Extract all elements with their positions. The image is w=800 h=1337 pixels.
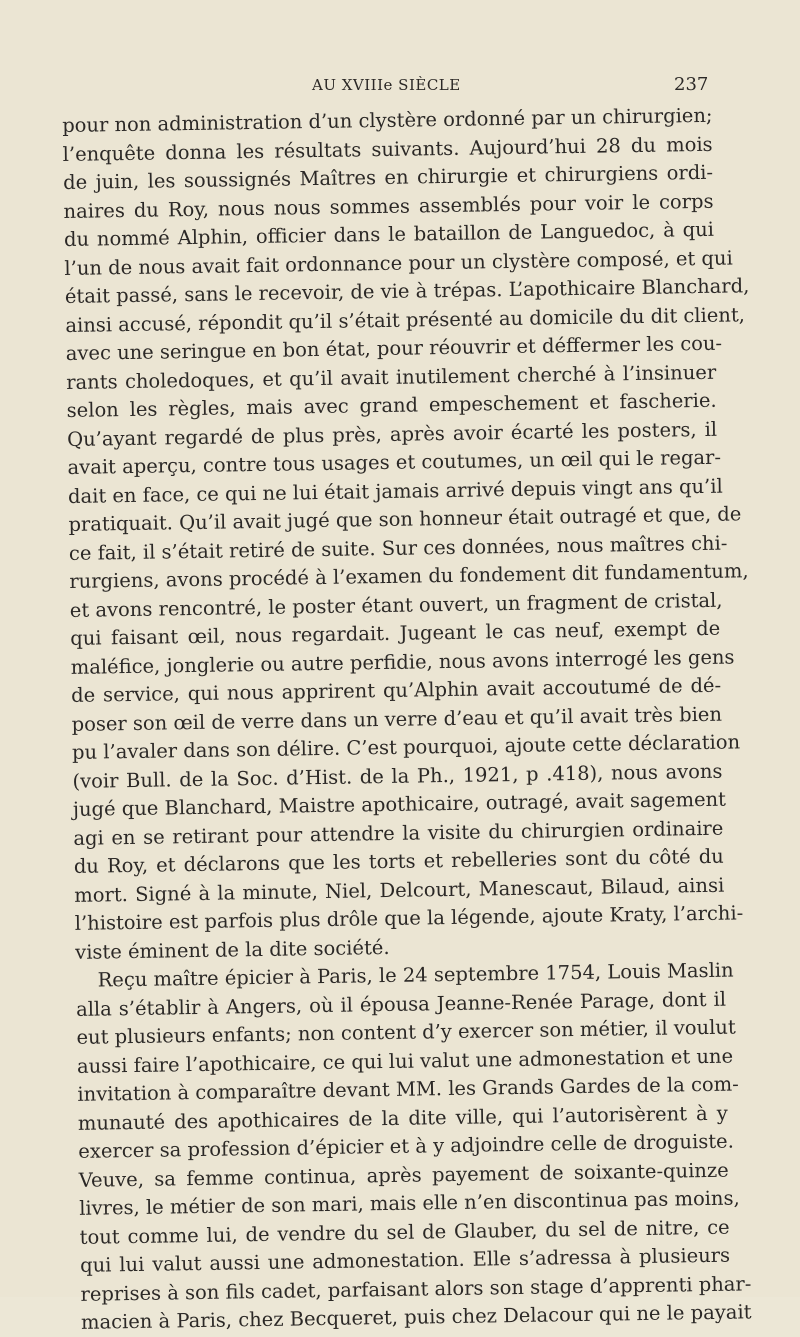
running-head <box>0 74 800 98</box>
text-line: munauté des apothicaires de la dite ville, qui l’autorisèrent à y <box>77 1101 728 1135</box>
body-text <box>62 102 752 1337</box>
text-line: alla s’établir à Angers, où il épousa Jeanne-Renée Parage, dont il <box>75 987 727 1021</box>
text-line: pu l’avaler dans son délire. C’est pourquoi, ajoute cette déclaration <box>71 730 741 764</box>
text-line: l’enquête donna les résultats suivants. Aujourd’hui 28 du mois <box>62 132 713 166</box>
text-line: rants choledoques, et qu’il avait inutilement cherché à l’insinuer <box>66 360 717 394</box>
text-line: de juin, les soussignés Maîtres en chirurgie et chirurgiens ordi- <box>62 160 714 194</box>
text-line: l’un de nous avait fait ordonnance pour un clystère composé, et qui <box>64 245 733 280</box>
text-line: reprises à son fils cadet, parfaisant alors son stage d’apprenti phar- <box>80 1271 752 1306</box>
text-line: tout comme lui, de vendre du sel de Glauber, du sel de nitre, ce <box>79 1215 730 1249</box>
text-line: jugé que Blanchard, Maistre apothicaire, outragé, avait sagement <box>72 787 727 821</box>
text-line: maléfice, jonglerie ou autre perfidie, nous avons interrogé les gens <box>70 645 735 679</box>
text-line: eut plusieurs enfants; non content d’y exercer son métier, il voulut <box>76 1015 736 1049</box>
text-line: Qu’ayant regardé de plus près, après avoir écarté les posters, il <box>66 417 718 451</box>
text-line: naires du Roy, nous nous sommes assemblés pour voir le corps <box>63 189 714 223</box>
text-line: macien à Paris, chez Becqueret, puis chez Delacour qui ne le payait <box>80 1300 752 1334</box>
text-line: aussi faire l’apothicaire, ce qui lui valut une admonestation et une <box>76 1044 734 1078</box>
text-line: était passé, sans le recevoir, de vie à trépas. L’apothicaire Blanchard, <box>64 274 750 308</box>
text-line: viste éminent de la dite société. <box>75 935 390 964</box>
text-line: agi en se retirant pour attendre la visite du chirurgien ordinaire <box>73 816 724 850</box>
page-number: 237 <box>674 74 709 95</box>
text-line: poser son œil de verre dans un verre d’eau et qu’il avait très bien <box>71 702 723 736</box>
text-line: l’histoire est parfois plus drôle que la légende, ajoute Kraty, l’archi- <box>74 901 744 935</box>
text-line: (voir Bull. de la Soc. d’Hist. de la Ph., 1921, p .418), nous avons <box>72 759 723 793</box>
text-line: et avons rencontré, le poster étant ouvert, un fragment de cristal, <box>69 588 723 622</box>
text-line: avec une seringue en bon état, pour réouvrir et déffermer les cou- <box>65 331 723 365</box>
text-line: rurgiens, avons procédé à l’examen du fondement dit fundamentum, <box>69 559 749 593</box>
text-line: dait en face, ce qui ne lui était jamais arrivé depuis vingt ans qu’il <box>67 474 723 508</box>
text-line: livres, le métier de son mari, mais elle n’en discontinua pas moins, <box>79 1186 740 1220</box>
text-line: de service, qui nous apprirent qu’Alphin avait accoutumé de dé- <box>70 673 722 707</box>
text-line: mort. Signé à la minute, Niel, Delcourt, Manescaut, Bilaud, ainsi <box>74 873 725 907</box>
running-head-title: AU XVIIIe SIÈCLE <box>312 76 461 94</box>
text-line: ainsi accusé, répondit qu’il s’était présenté au domicile du dit client, <box>65 302 746 337</box>
text-line: ce fait, il s’était retiré de suite. Sur ces données, nous maîtres chi- <box>68 531 728 565</box>
text-line: qui lui valut aussi une admonestation. Elle s’adressa à plusieurs <box>79 1243 731 1277</box>
text-line: pratiquait. Qu’il avait jugé que son honneur était outragé et que, de <box>68 502 742 536</box>
text-line: Veuve, sa femme continua, après payement de soixante-quinze <box>78 1158 729 1192</box>
text-line: invitation à comparaître devant MM. les Grands Gardes de la com- <box>77 1072 739 1106</box>
text-line: exercer sa profession d’épicier et à y adjoindre celle de droguiste. <box>78 1129 735 1163</box>
text-line: avait aperçu, contre tous usages et coutumes, un œil qui le regar- <box>67 445 722 479</box>
text-line: selon les règles, mais avec grand empeschement et fascherie. <box>66 388 717 422</box>
text-line: du Roy, et déclarons que les torts et rebelleries sont du côté du <box>73 844 724 878</box>
text-line: du nommé Alphin, officier dans le bataillon de Languedoc, à qui <box>63 217 715 251</box>
text-line: Reçu maître épicier à Paris, le 24 septembre 1754, Louis Maslin <box>97 958 734 992</box>
text-line: pour non administration d’un clystère ordonné par un chirurgien; <box>62 103 713 137</box>
text-line: qui faisant œil, nous regardait. Jugeant le cas neuf, exempt de <box>70 616 721 650</box>
